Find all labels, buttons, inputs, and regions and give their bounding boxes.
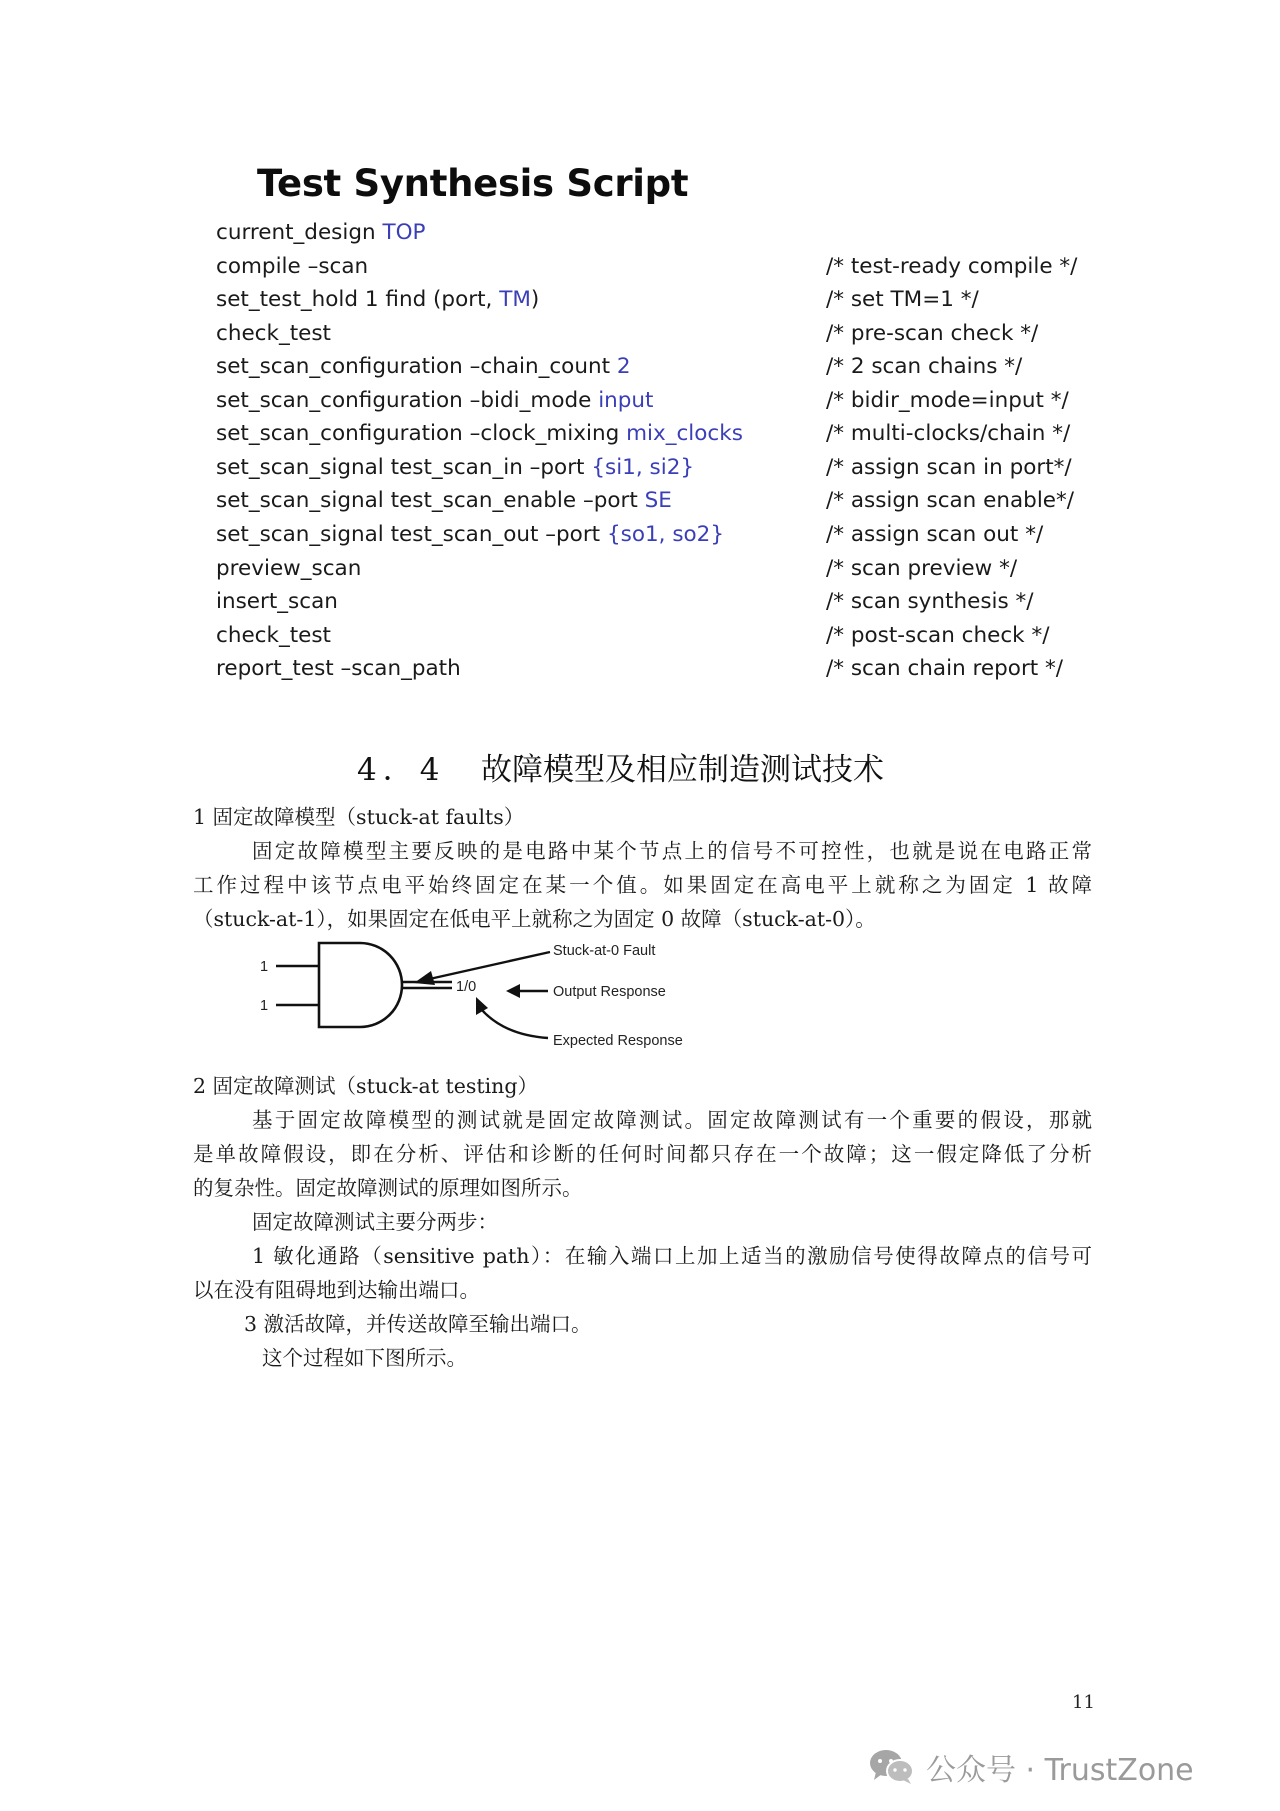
command-text: compile –scan [216,254,369,279]
script-line [216,556,1082,589]
item2-heading: 2 固定故障测试（stuck-at testing） [193,1074,538,1098]
script-line [216,254,1082,287]
script-command [216,455,694,480]
script-line [216,522,1082,555]
command-text: report_test –scan_path [216,656,461,681]
item2-paragraph-line2: 是单故障假设，即在分析、评估和诊断的任何时间都只存在一个故障；这一假定降低了分析 [193,1142,1092,1166]
command-tail: ) [530,287,540,312]
watermark-text: 公众号 · TrustZone [926,1753,1194,1788]
script-comment: /* scan chain report */ [826,656,1064,681]
script-comment: /* set TM=1 */ [826,287,979,312]
script-line [216,589,1082,622]
fault-arrow-line [425,952,550,980]
command-text: set_scan_signal test_scan_in –port [216,455,592,480]
expected-arrow-head-icon [476,997,488,1015]
script-command [216,556,361,581]
command-text: set_scan_signal test_scan_enable –port [216,488,645,513]
script-command [216,388,654,413]
command-argument: TOP [382,220,426,245]
expected-arrow-curve [481,1009,548,1038]
command-argument: {so1, so2} [606,522,725,547]
script-comment: /* scan preview */ [826,556,1018,581]
step1-line2: 以在没有阻碍地到达输出端口。 [193,1278,480,1302]
script-line [216,455,1082,488]
wechat-icon [868,1748,916,1786]
script-command [216,656,461,681]
script-command [216,589,338,614]
output-arrow-head-icon [506,984,520,998]
script-comment: /* scan synthesis */ [826,589,1034,614]
script-line [216,421,1082,454]
script-command [216,254,368,279]
script-command [216,488,672,513]
script-comment: /* bidir_mode=input */ [826,388,1069,413]
command-text: set_scan_configuration –chain_count [216,354,617,379]
expected-response-label: Expected Response [553,1033,683,1049]
item1-heading: 1 固定故障模型（stuck-at faults） [193,805,525,829]
section-heading [357,744,884,789]
command-argument: 2 [616,354,631,379]
script-command [216,522,724,547]
script-line [216,220,1082,253]
step3: 3 激活故障，并传送故障至输出端口。 [244,1312,592,1336]
command-argument: SE [644,488,672,513]
script-line [216,388,1082,421]
input-a-label: 1 [260,959,269,975]
page-number: 11 [1072,1692,1095,1713]
output-response-label: Output Response [553,984,666,1000]
script-comment: /* pre-scan check */ [826,321,1039,346]
section-title: 故障模型及相应制造测试技术 [481,752,884,788]
script-comment: /* 2 scan chains */ [826,354,1023,379]
command-text: insert_scan [216,589,338,614]
script-command [216,220,426,245]
script-comment: /* assign scan in port*/ [826,455,1072,480]
fault-arrow-head-icon [414,971,435,985]
command-argument: TM [499,287,531,312]
item1-paragraph-line3: （stuck-at-1），如果固定在低电平上就称之为固定 0 故障（stuck-at-0）。 [193,907,876,931]
command-text: check_test [216,321,331,346]
command-text: preview_scan [216,556,362,581]
command-text: set_scan_configuration –bidi_mode [216,388,599,413]
command-text: set_test_hold 1 find (port, [216,287,500,312]
script-comment: /* assign scan out */ [826,522,1044,547]
script-command [216,287,539,312]
item2-paragraph-line3: 的复杂性。固定故障测试的原理如图所示。 [193,1176,583,1200]
command-argument: {si1, si2} [591,455,695,480]
item1-paragraph-line2: 工作过程中该节点电平始终固定在某一个值。如果固定在高电平上就称之为固定 1 故障 [193,873,1092,897]
script-line [216,656,1082,689]
command-argument: input [598,388,654,413]
section-number: 4．4 [357,752,446,788]
watermark [868,1746,1194,1788]
script-line [216,354,1082,387]
command-text: current_design [216,220,383,245]
script-comment: /* multi-clocks/chain */ [826,421,1071,446]
item2-paragraph-line1: 基于固定故障模型的测试就是固定故障测试。固定故障测试有一个重要的假设，那就 [252,1108,1092,1132]
fault-label: Stuck-at-0 Fault [553,943,656,959]
command-text: set_scan_configuration –clock_mixing [216,421,627,446]
script-comment: /* post-scan check */ [826,623,1050,648]
item1-paragraph-line1: 固定故障模型主要反映的是电路中某个节点上的信号不可控性，也就是说在电路正常 [252,839,1092,863]
input-b-label: 1 [260,998,269,1014]
script-command [216,321,331,346]
script-command [216,354,631,379]
script-title: Test Synthesis Script [257,162,689,205]
script-command [216,421,743,446]
command-text: check_test [216,623,331,648]
output-value-label: 1/0 [456,979,477,995]
steps-intro: 固定故障测试主要分两步： [252,1210,498,1234]
script-line [216,287,1082,320]
script-line [216,488,1082,521]
and-gate-icon [319,943,402,1027]
stuck-at-fault-figure [250,935,710,1060]
script-comment: /* test-ready compile */ [826,254,1078,279]
script-command [216,623,331,648]
script-line [216,623,1082,656]
step1-line1: 1 敏化通路（sensitive path）：在输入端口上加上适当的激励信号使得故障点的信号可 [252,1244,1092,1268]
command-argument: mix_clocks [626,421,743,446]
closing-sentence: 这个过程如下图所示。 [262,1346,467,1370]
script-comment: /* assign scan enable*/ [826,488,1075,513]
script-line [216,321,1082,354]
command-text: set_scan_signal test_scan_out –port [216,522,607,547]
